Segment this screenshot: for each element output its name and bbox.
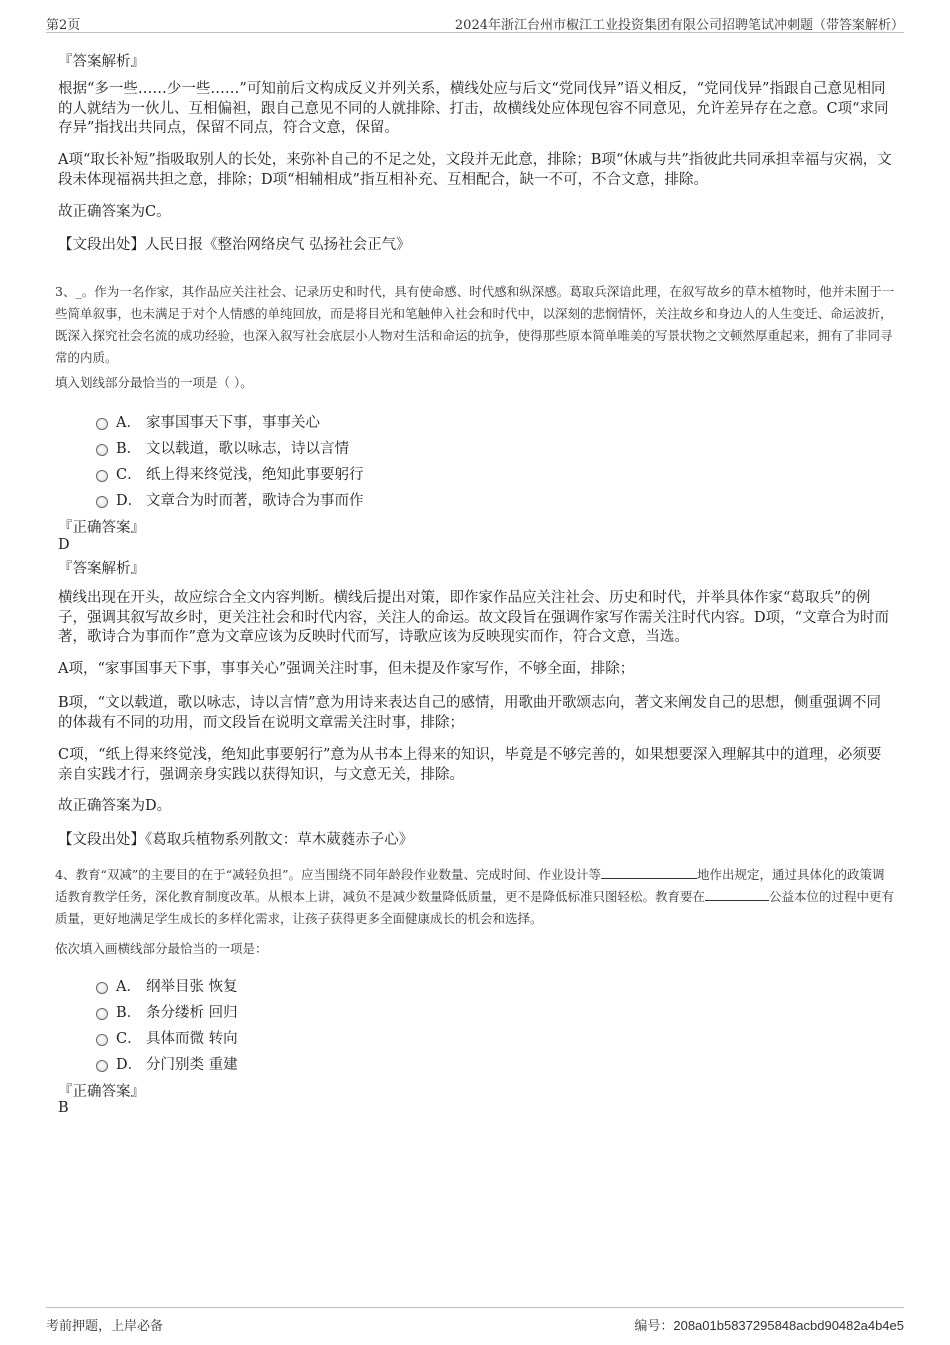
radio-icon[interactable] bbox=[96, 444, 108, 456]
q3-option-a[interactable]: A． 家事国事天下事，事事关心 bbox=[96, 411, 320, 432]
q2-analysis-p1: 根据“多一些……少一些……”可知前后文构成反义并列关系，横线处应与后文“党同伐异”语义相反，“党同伐异”指跟自己意见相同的人就结为一伙儿、互相偏袒，跟自己意见不同的人就排除、打击，故横线处应体现包容不同意见，允许差异存在之意。C项“求同存异”指找出共同点，保留不同点，符合文意，保留。 bbox=[58, 81, 889, 136]
q3-prompt: 填入划线部分最恰当的一项是（ ）。 bbox=[55, 375, 253, 390]
radio-icon[interactable] bbox=[96, 1060, 108, 1072]
q3-analysis-label: 『答案解析』 bbox=[58, 561, 145, 577]
q4-prompt: 依次填入画横线部分最恰当的一项是： bbox=[55, 941, 268, 956]
radio-icon[interactable] bbox=[96, 982, 108, 994]
q4-stem: 4、教育“双减”的主要目的在于“减轻负担”。应当围绕不同年龄段作业数量、完成时间、作业设计等 地作出规定，通过具体化的政策调适教育教学任务，深化教育制度改革。从根本上讲，减负不是减少数量降低质量，更不是降低标准只图轻松。教育要在 公益本位的过程中更有质量，更好地满足学生成长的多样化需求，让孩子获得更多全面健康成长的机会和选择。 bbox=[55, 867, 895, 926]
q2-analysis-p3: 故正确答案为C。 bbox=[58, 204, 171, 220]
footer-slogan: 考前押题，上岸必备 bbox=[46, 1319, 164, 1334]
page-header bbox=[46, 10, 904, 33]
q3-analysis-p5: 故正确答案为D。 bbox=[58, 798, 172, 814]
q3-analysis-p1: 横线出现在开头，故应综合全文内容判断。横线后提出对策，即作家作品应关注社会、历史和时代，并举具体作家“葛取兵”的例子，强调其叙写故乡时，更关注社会和时代内容，关注人的命运。故文段旨在强调作家写作需关注时代内容。D项，“文章合为时而著，歌诗合为事而作”意为文章应该为反映时代而写，诗歌应该为反映现实而作，符合文意，当选。 bbox=[58, 590, 890, 645]
q4-answer-label: 『正确答案』 bbox=[58, 1084, 145, 1100]
radio-icon[interactable] bbox=[96, 496, 108, 508]
q4-option-a[interactable]: A． 纲举目张 恢复 bbox=[96, 975, 238, 996]
q3-answer-label: 『正确答案』 bbox=[58, 520, 145, 536]
q4-option-b[interactable]: B． 条分缕析 回归 bbox=[96, 1001, 238, 1022]
q4-answer: B bbox=[58, 1100, 69, 1116]
q3-answer: D bbox=[58, 537, 70, 553]
q3-stem: 3、_。作为一名作家，其作品应关注社会、记录历史和时代，具有使命感、时代感和纵深感。葛取兵深谙此理，在叙写故乡的草木植物时，他并未囿于一些简单叙事，也未满足于对个人情感的单纯回放，而是将目光和笔触伸入社会和时代中，以深刻的悲悯情怀，关注故乡和身边人的人生变迁、命运波折，既深入探究社会名流的成功经验，也深入叙写社会底层小人物对生活和命运的抗争，使得那些原本简单唯美的写景状物之文顿然厚重起来，拥有了非同寻常的内质。 bbox=[55, 284, 895, 365]
q3-source: 【文段出处】《葛取兵植物系列散文：草木葳蕤赤子心》 bbox=[58, 832, 414, 848]
document-title: 2024年浙江台州市椒江工业投资集团有限公司招聘笔试冲刺题（带答案解析） bbox=[454, 18, 904, 33]
fill-blank-1 bbox=[601, 866, 697, 879]
q2-analysis-p2: A项“取长补短”指吸取别人的长处，来弥补自己的不足之处，文段并无此意，排除；B项“休戚与共”指彼此共同承担幸福与灾祸，文段未体现福祸共担之意，排除；D项“相辅相成”指互相补充、互相配合，缺一不可，不合文意，排除。 bbox=[58, 152, 892, 188]
radio-icon[interactable] bbox=[96, 418, 108, 430]
q4-option-d[interactable]: D． 分门别类 重建 bbox=[96, 1053, 238, 1074]
page-footer bbox=[46, 1307, 904, 1334]
radio-icon[interactable] bbox=[96, 1008, 108, 1020]
q2-analysis-label: 『答案解析』 bbox=[58, 54, 145, 70]
radio-icon[interactable] bbox=[96, 470, 108, 482]
q3-analysis-p3: B项，“文以载道，歌以咏志，诗以言情”意为用诗来表达自己的感情，用歌曲开歌颂志向，著文来阐发自己的思想，侧重强调不同的体裁有不同的功用，而文段旨在说明文章需关注时事，排除； bbox=[58, 695, 881, 731]
q2-source: 【文段出处】人民日报《整治网络戾气 弘扬社会正气》 bbox=[58, 237, 411, 253]
q4-option-c[interactable]: C． 具体而微 转向 bbox=[96, 1027, 238, 1048]
q3-option-d[interactable]: D． 文章合为时而著，歌诗合为事而作 bbox=[96, 489, 364, 510]
q3-analysis-p4: C项，“纸上得来终觉浅，绝知此事要躬行”意为从书本上得来的知识，毕竟是不够完善的，如果想要深入理解其中的道理，必须要亲自实践才行，强调亲身实践以获得知识，与文意无关，排除。 bbox=[58, 747, 882, 783]
q3-analysis-p2: A项，“家事国事天下事，事事关心”强调关注时事，但未提及作家写作，不够全面，排除； bbox=[58, 661, 635, 677]
page-number: 第2页 bbox=[46, 18, 81, 33]
radio-icon[interactable] bbox=[96, 1034, 108, 1046]
document-code: 编号：208a01b5837295848acbd90482a4b4e5 bbox=[634, 1318, 904, 1334]
q3-option-b[interactable]: B． 文以载道，歌以咏志，诗以言情 bbox=[96, 437, 349, 458]
fill-blank-2 bbox=[705, 888, 769, 901]
q3-option-c[interactable]: C． 纸上得来终觉浅，绝知此事要躬行 bbox=[96, 463, 364, 484]
